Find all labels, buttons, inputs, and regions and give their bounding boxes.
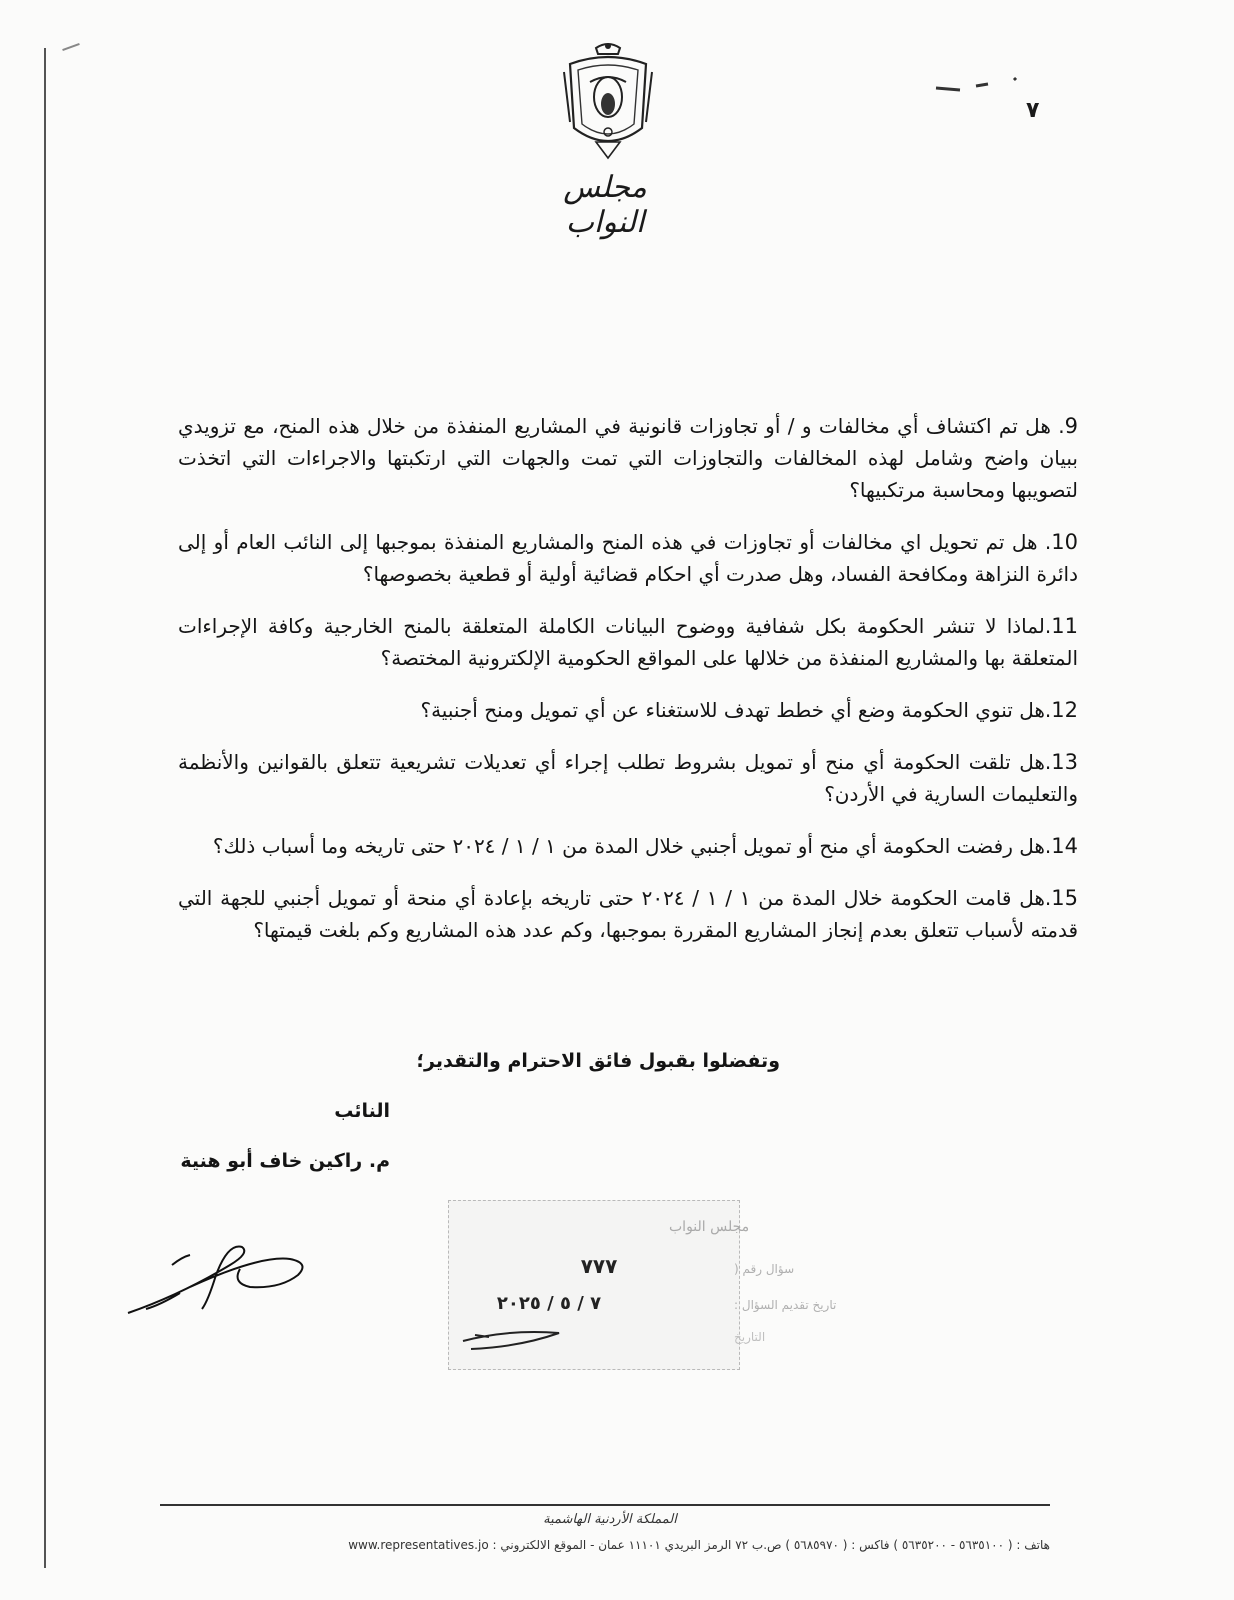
margin-rule (44, 48, 46, 1568)
stamp-date-label: تاريخ تقديم السؤال : (734, 1298, 837, 1312)
question-number: 13 (1051, 750, 1078, 774)
footer-kingdom: المملكة الأردنية الهاشمية (543, 1512, 677, 1527)
signer-title: النائب (334, 1100, 390, 1122)
stamp-received-label: التاريخ (734, 1330, 766, 1344)
handwritten-signature (120, 1225, 320, 1325)
stamp-date-value: ٧ / ٥ / ٢٠٢٥ (496, 1293, 602, 1314)
coat-of-arms-icon (556, 42, 660, 162)
question-text: .هل رفضت الحكومة أي منح أو تمويل أجنبي خلال المدة من ١ / ١ / ٢٠٢٤ حتى تاريخه وما أسباب ذلك؟ (212, 834, 1052, 858)
question-number: 12 (1051, 698, 1078, 722)
question-item (178, 882, 1078, 946)
questions-list (178, 410, 1078, 966)
question-item (178, 746, 1078, 810)
question-number: 10 (1051, 530, 1078, 554)
stamp-council: مجلس النواب (669, 1219, 750, 1235)
scan-mark (62, 43, 80, 51)
question-item (178, 830, 1078, 862)
question-item (178, 694, 1078, 726)
question-number: 14 (1051, 834, 1078, 858)
question-item (178, 410, 1078, 506)
question-text: .هل تلقت الحكومة أي منح أو تمويل بشروط تطلب إجراء أي تعديلات تشريعية تتعلق بالقوانين والأنظمة والتعليمات السارية في الأردن؟ (178, 750, 1078, 806)
closing-salutation: وتفضلوا بقبول فائق الاحترام والتقدير؛ (416, 1050, 780, 1072)
receipt-stamp (448, 1200, 837, 1370)
footer-divider (160, 1504, 1050, 1506)
stamp-graphic (449, 1201, 837, 1369)
page-number: ٧ (1026, 98, 1040, 123)
stamp-question-number: ٧٧٧ (580, 1254, 618, 1278)
question-item (178, 610, 1078, 674)
margin-scribble (930, 70, 1110, 130)
question-number: 11 (1051, 614, 1078, 638)
footer-contact: هاتف : ( ٥٦٣٥١٠٠ - ٥٦٣٥٢٠٠ ) فاكس : ( ٥٦٨٥٩٧٠ ) ص.ب ٧٢ الرمز البريدي ١١١٠١ عمان - الموقع الالكتروني : www.representatives.jo (348, 1538, 1050, 1552)
question-text: .لماذا لا تنشر الحكومة بكل شفافية ووضوح البيانات الكاملة المتعلقة بالمنح الخارجية وكافة الإجراءات المتعلقة بها والمشاريع المنفذة من خلالها على المواقع الحكومية الإلكترونية المختصة؟ (178, 614, 1078, 670)
question-text: .هل قامت الحكومة خلال المدة من ١ / ١ / ٢٠٢٤ حتى تاريخه بإعادة أي منحة أو تمويل أجنبي للجهة التي قدمته لأسباب تتعلق بعدم إنجاز المشاريع المقررة بموجبها، وكم عدد هذه المشاريع وكم بلغت قيمتها؟ (178, 886, 1078, 942)
council-name: مجلس النواب (563, 170, 647, 240)
stamp-initials (463, 1332, 559, 1349)
question-item (178, 526, 1078, 590)
signer-name: م. راكين خاف أبو هنية (180, 1150, 390, 1172)
question-number: 9 (1064, 414, 1078, 438)
question-text: .هل تنوي الحكومة وضع أي خطط تهدف للاستغناء عن أي تمويل ومنح أجنبية؟ (420, 698, 1052, 722)
question-text: . هل تم تحويل اي مخالفات أو تجاوزات في هذه المنح والمشاريع المنفذة بموجبها إلى النائب العام أو إلى دائرة النزاهة ومكافحة الفساد، وهل صدرت أي احكام قضائية أولية أو قطعية بخصوصها؟ (178, 530, 1078, 586)
question-number: 15 (1051, 886, 1079, 910)
stamp-question-label: سؤال رقم ( (734, 1262, 795, 1276)
question-text: . هل تم اكتشاف أي مخالفات و / أو تجاوزات قانونية في المشاريع المنفذة من خلال هذه المنح، مع تزويدي ببيان واضح وشامل لهذه المخالفات والتجاوزات التي تمت والجهات التي ارتكبتها والاجراءات التي اتخذت لتصويبها ومحاسبة مرتكبيها؟ (178, 414, 1078, 502)
